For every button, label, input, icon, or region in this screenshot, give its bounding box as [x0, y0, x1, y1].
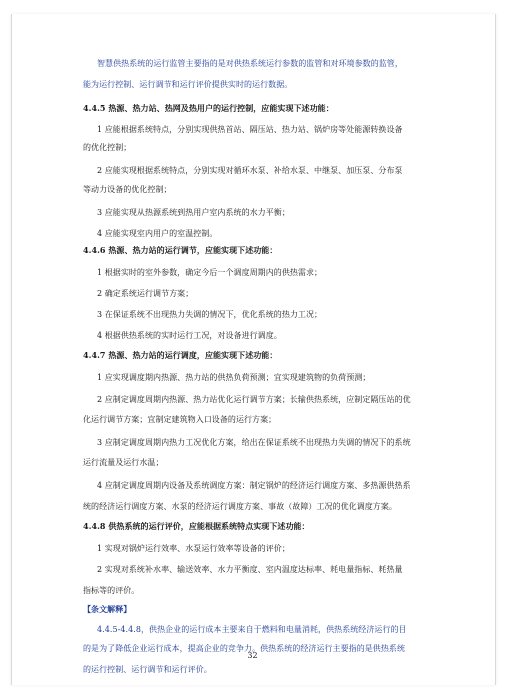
text-line: 1 应能根据系统特点，分别实现供热首站、隔压站、热力站、锅炉房等处能源转换设备	[97, 125, 403, 134]
text-line: 4 根据供热系统的实时运行工况，对设备进行调度。	[97, 331, 282, 340]
text-line: 统的经济运行调度方案、水泵的经济运行调度方案、事故（故障）工况的优化调度方案。	[83, 502, 397, 511]
text-line: 4.4.8 供热系统的运行评价，应能根据系统特点实现下述功能：	[83, 521, 310, 531]
text-line: 4 应能实现室内用户的室温控制。	[97, 229, 218, 238]
text-line: 能为运行控制、运行调节和运行评价提供实时的运行数据。	[83, 80, 293, 89]
text-line: 1 根据实时的室外参数，确定今后一个调度周期内的供热需求；	[97, 268, 323, 277]
text-line: 2 确定系统运行调节方案；	[97, 289, 194, 298]
text-line: 2 应能实现根据系统特点，分别实现对循环水泵、补给水泵、中继泵、加压泵、分布泵	[97, 166, 403, 175]
text-line: 【条文解释】	[83, 604, 132, 614]
text-line: 3 应制定调度周期内热力工况优化方案，给出在保证系统不出现热力失调的情况下的系统	[97, 438, 411, 447]
text-line: 的运行控制、运行调节和运行评价。	[83, 665, 212, 674]
text-line: 运行流量及运行水温；	[83, 458, 164, 467]
text-line: 3 在保证系统不出现热力失调的情况下，优化系统的热力工况；	[97, 310, 323, 319]
text-line: 2 应制定调度周期内热源、热力站优化运行调节方案；长输供热系统，应制定隔压站的优	[97, 395, 411, 404]
text-line: 1 应实现调度期内热源、热力站的供热负荷预测；宜实现建筑物的负荷预测；	[97, 373, 371, 382]
text-line: 智慧供热系统的运行监管主要指的是对供热系统运行参数的监管和对环境参数的监管，	[97, 59, 403, 68]
text-line: 1 实现对锅炉运行效率、水泵运行效率等设备的评价；	[97, 544, 290, 553]
text-line: 2 实现对系统补水率、输送效率、水力平衡度、室内温度达标率、耗电量指标、耗热量	[97, 565, 403, 574]
text-line: 4 应制定调度周期内设备及系统调度方案：制定锅炉的经济运行调度方案、多热源供热系	[97, 481, 411, 490]
document-page	[11, 14, 496, 685]
text-line: 的优化控制；	[83, 143, 132, 152]
text-line: 4.4.5-4.4.8，供热企业的运行成本主要来自于燃料和电量消耗，供热系统经济运行的目	[97, 625, 407, 634]
text-line: 3 应能实现从热源系统到热用户室内系统的水力平衡；	[97, 208, 290, 217]
text-line: 等动力设备的优化控制；	[83, 185, 172, 194]
text-line: 的是为了降低企业运行成本，提高企业的竞争力。供热系统的经济运行主要指的是供热系统	[83, 644, 405, 653]
text-line: 指标等的评价。	[83, 586, 140, 595]
text-line: 4.4.5 热源、热力站、热网及热用户的运行控制，应能实现下述功能：	[83, 103, 334, 113]
text-line: 化运行调节方案；宜制定建筑物入口设备的运行方案；	[83, 415, 277, 424]
text-line: 4.4.6 热源、热力站的运行调节，应能实现下述功能：	[83, 245, 278, 255]
text-line: 4.4.7 热源、热力站的运行调度，应能实现下述功能：	[83, 350, 278, 360]
page-number: 32	[247, 651, 258, 660]
